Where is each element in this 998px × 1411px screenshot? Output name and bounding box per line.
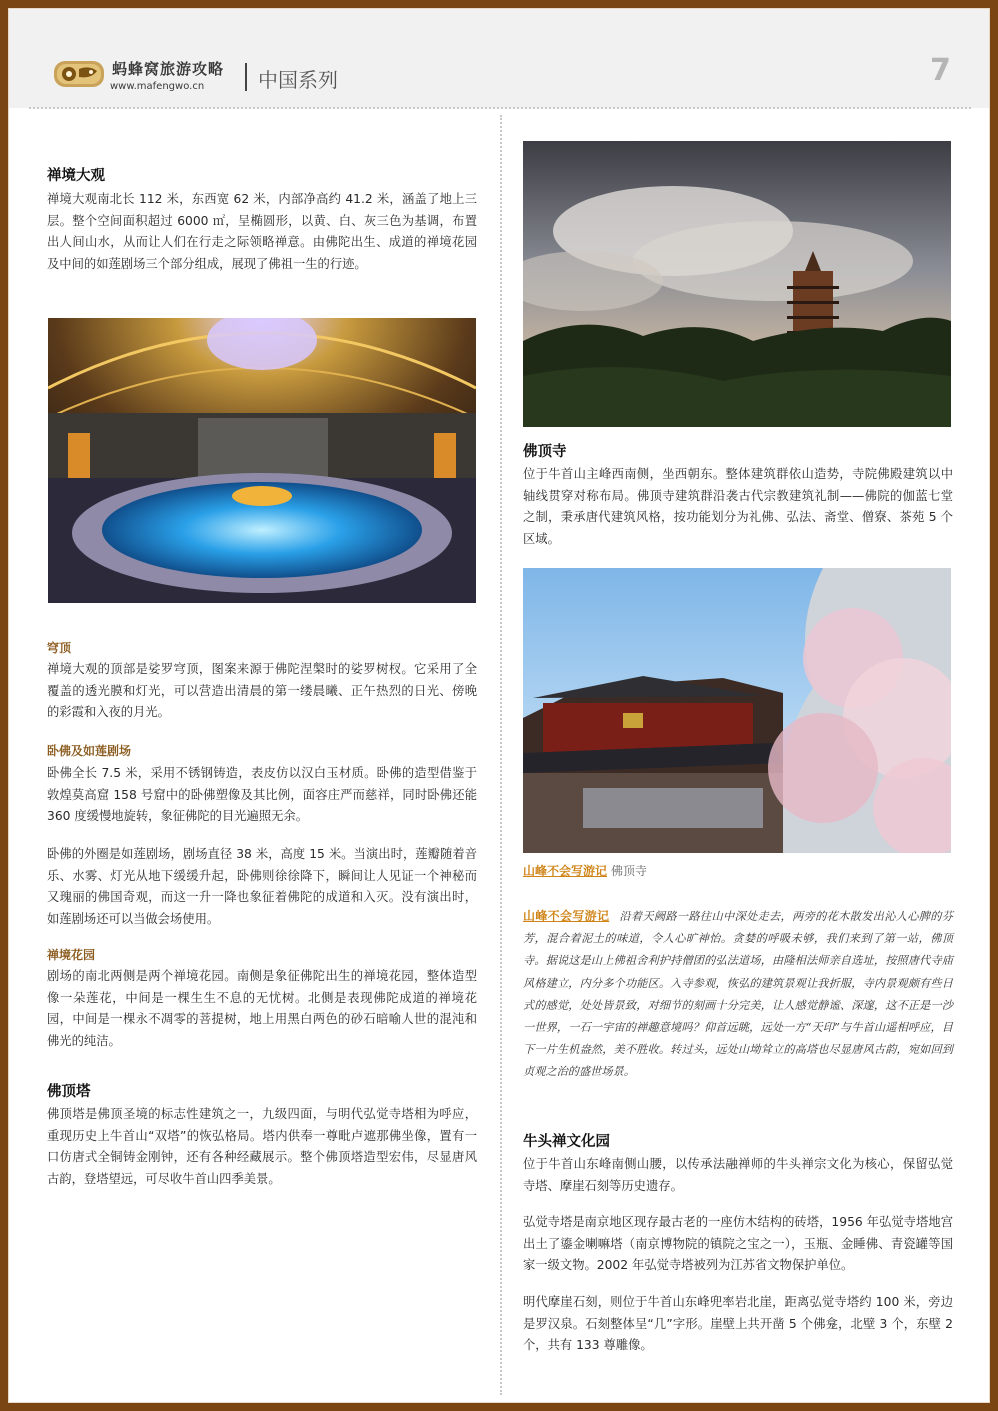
- section-body-chanjing-daguan: 禅境大观南北长 112 米，东西宽 62 米，内部净高约 41.2 米，涵盖了地上三层。整个空间面积超过 6000 ㎡，呈椭圆形，以黄、白、灰三色为基调，布置出人间山水，从而让人们在行走之际领略禅意。由佛陀出生、成道的禅境花园及中间的如莲剧场三个部分组成，展现了佛祖一生的行迹。: [47, 192, 477, 271]
- series-title: 中国系列: [258, 68, 338, 92]
- section-title-fodingsi: 佛顶寺: [523, 444, 567, 460]
- section-title-qiongding: 穹顶: [47, 641, 72, 655]
- page-header: [9, 9, 989, 108]
- photo-dome-hall: [48, 318, 476, 603]
- section-title-chanjing-huayuan: 禅境花园: [47, 948, 96, 962]
- column-divider: [500, 115, 502, 1395]
- photo-caption: [523, 862, 647, 879]
- section-body-qiongding: 禅境大观的顶部是娑罗穹顶，图案来源于佛陀涅槃时的娑罗树杈。它采用了全覆盖的透光膜和灯光，可以营造出清晨的第一缕晨曦、正午热烈的日光、傍晚的彩霞和入夜的月光。: [47, 662, 477, 719]
- section-body-niutouchan-2: 弘觉寺塔是南京地区现存最古老的一座仿木结构的砖塔，1956 年弘觉寺塔地宫出土了鎏金喇嘛塔（南京博物院的镇院之宝之一），玉瓶、金睡佛、青瓷罐等国家一级文物。2002 年弘觉寺塔被列为江苏省文物保护单位。: [523, 1215, 953, 1272]
- mafengwo-bee-logo-icon[interactable]: [51, 55, 107, 91]
- section-title-wofo: 卧佛及如莲剧场: [47, 744, 132, 758]
- quote-author-link[interactable]: 山峰不会写游记: [523, 909, 610, 923]
- section-title-niutouchan: 牛头禅文化园: [523, 1134, 610, 1150]
- photo-pagoda: [523, 141, 951, 427]
- section-body-wofo-2: 卧佛的外圈是如莲剧场，剧场直径 38 米，高度 15 米。当演出时，莲瓣随着音乐、水雾、灯光从地下缓缓升起，卧佛则徐徐降下，瞬间让人见证一个神秘而又瑰丽的佛国奇观，而这一升一降也象征着佛陀的成道和入灭。没有演出时，如莲剧场还可以当做会场使用。: [47, 847, 477, 926]
- page: [8, 8, 990, 1403]
- section-body-fodingsi: 位于牛首山主峰西南侧，坐西朝东。整体建筑群依山造势，寺院佛殿建筑以中轴线贯穿对称布局。佛顶寺建筑群沿袭古代宗教建筑礼制——佛院的伽蓝七堂之制，秉承唐代建筑风格，按功能划分为礼佛、弘法、斋堂、僧寮、茶苑 5 个区域。: [523, 467, 953, 546]
- caption-author-link[interactable]: 山峰不会写游记: [523, 864, 608, 878]
- quote-body: 沿着天阙路一路往山中深处走去，两旁的花木散发出沁人心脾的芬芳，混合着泥土的味道，令人心旷神怡。贪婪的呼吸未够，我们来到了第一站，佛顶寺。据说这是山上佛祖舍利护持僧团的弘法道场，由隆相法师亲自选址，按照唐代寺庙风格建立，内分多个功能区。入寺参观，恢弘的建筑景观让我折服，寺内景观颇有些日式的感觉，处处皆景致，对细节的刻画十分完美，让人感觉静谧、深邃，这不正是一沙一世界，一石一宇宙的禅趣意境吗？仰首远眺，远处一方“天印”与牛首山遥相呼应，目下一片生机盎然，美不胜收。转过头，远处山坳耸立的高塔也尽显唐风古韵，宛如回到贞观之治的盛世场景。: [523, 910, 953, 1079]
- brand-name[interactable]: 蚂蜂窝旅游攻略: [112, 60, 225, 78]
- section-title-chanjing-daguan: 禅境大观: [47, 168, 105, 184]
- caption-place: 佛顶寺: [611, 864, 648, 878]
- page-number: 7: [930, 53, 951, 88]
- section-body-wofo-1: 卧佛全长 7.5 米，采用不锈钢铸造，表皮仿以汉白玉材质。卧佛的造型借鉴于敦煌莫高窟 158 号窟中的卧佛塑像及其比例，面容庄严而慈祥，同时卧佛还能 360 度缓慢地旋转，象征佛陀的目光遍照无余。: [47, 766, 477, 823]
- header-divider: [245, 63, 247, 91]
- photo-temple-blossoms: [523, 568, 951, 853]
- travel-quote: [523, 905, 953, 1084]
- header-rule: [29, 107, 971, 109]
- section-body-niutouchan-3: 明代摩崖石刻，则位于牛首山东峰兜率岩北崖，距离弘觉寺塔约 100 米，旁边是罗汉泉。石刻整体呈“几”字形。崖壁上共开凿 5 个佛龛，北壁 3 个，东壁 2 个，共有 133 尊雕像。: [523, 1295, 953, 1352]
- section-body-fodingta: 佛顶塔是佛顶圣境的标志性建筑之一，九级四面，与明代弘觉寺塔相为呼应，重现历史上牛首山“双塔”的恢弘格局。塔内供奉一尊毗卢遮那佛坐像，置有一口仿唐式全铜铸金刚钟，还有各种经藏展示。整个佛顶塔造型宏伟，尽显唐风古韵，登塔望远，可尽收牛首山四季美景。: [47, 1107, 477, 1186]
- section-body-chanjing-huayuan: 剧场的南北两侧是两个禅境花园。南侧是象征佛陀出生的禅境花园，整体造型像一朵莲花，中间是一棵生生不息的无忧树。北侧是表现佛陀成道的禅境花园，中间是一棵永不凋零的菩提树，地上用黑白两色的砂石暗喻人世的混沌和佛光的纯洁。: [47, 969, 477, 1048]
- brand-url[interactable]: www.mafengwo.cn: [110, 81, 205, 92]
- section-title-fodingta: 佛顶塔: [47, 1084, 91, 1100]
- section-body-niutouchan-1: 位于牛首山东峰南侧山腰，以传承法融禅师的牛头禅宗文化为核心，保留弘觉寺塔、摩崖石刻等历史遗存。: [523, 1157, 953, 1193]
